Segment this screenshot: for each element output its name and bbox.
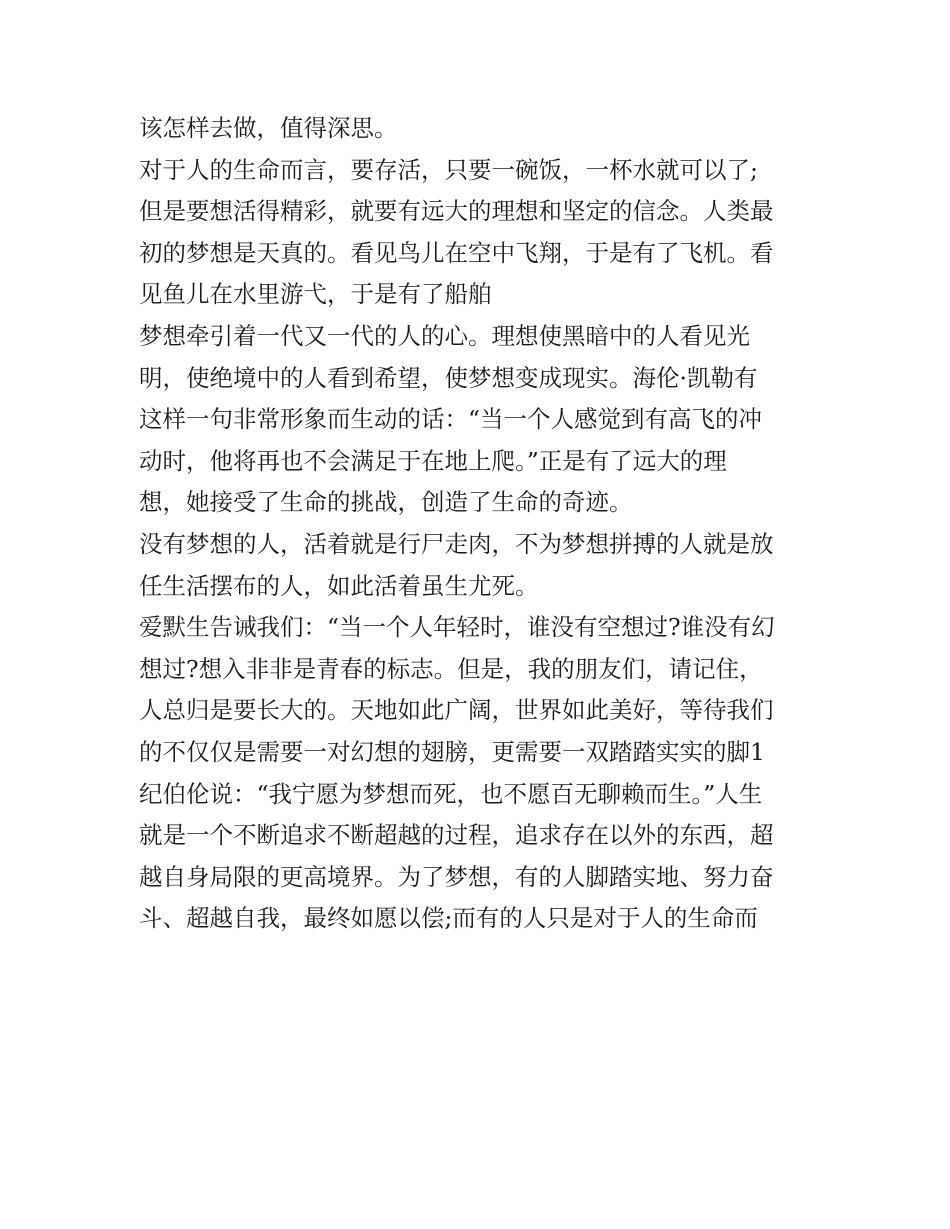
text-line: 动时，他将再也不会满足于在地上爬。”正是有了远大的理 xyxy=(139,446,727,475)
text-line: 对于人的生命而言，要存活，只要一碗饭，一杯水就可以了; xyxy=(139,155,758,184)
text-line: 纪伯伦说：“我宁愿为梦想而死，也不愿百无聊赖而生。”人生 xyxy=(139,779,763,808)
text-line: 想过?想入非非是青春的标志。但是，我的朋友们，请记住， xyxy=(139,654,763,683)
text-line: 斗、超越自我，最终如愿以偿;而有的人只是对于人的生命而 xyxy=(139,904,758,933)
text-line: 越自身局限的更高境界。为了梦想，有的人脚踏实地、努力奋 xyxy=(139,862,774,891)
text-line: 初的梦想是天真的。看见鸟儿在空中飞翔，于是有了飞机。看 xyxy=(139,238,774,267)
text-line: 想，她接受了生命的挑战，创造了生命的奇迹。 xyxy=(139,488,633,517)
text-line: 这样一句非常形象而生动的话：“当一个人感觉到有高飞的冲 xyxy=(139,405,763,434)
text-line: 梦想牵引着一代又一代的人的心。理想使黑暗中的人看见光 xyxy=(139,321,750,350)
text-line: 没有梦想的人，活着就是行尸走肉，不为梦想拼搏的人就是放 xyxy=(139,529,774,558)
text-line: 任生活摆布的人，如此活着虽生尤死。 xyxy=(139,571,539,600)
text-line: 明，使绝境中的人看到希望，使梦想变成现实。海伦·凯勒有 xyxy=(139,363,758,392)
text-line: 该怎样去做，值得深思。 xyxy=(139,114,398,142)
text-line: 就是一个不断追求不断超越的过程，追求存在以外的东西，超 xyxy=(139,821,774,850)
body-text xyxy=(139,108,819,940)
text-line: 爱默生告诫我们：“当一个人年轻时，谁没有空想过?谁没有幻 xyxy=(139,613,775,642)
text-line: 见鱼儿在水里游弋，于是有了船舶 xyxy=(139,280,492,309)
text-line: 的不仅仅是需要一对幻想的翅膀，更需要一双踏踏实实的脚1 xyxy=(139,737,765,766)
text-line: 人总归是要长大的。天地如此广阔，世界如此美好，等待我们 xyxy=(139,696,774,725)
text-line: 但是要想活得精彩，就要有远大的理想和坚定的信念。人类最 xyxy=(139,197,774,226)
